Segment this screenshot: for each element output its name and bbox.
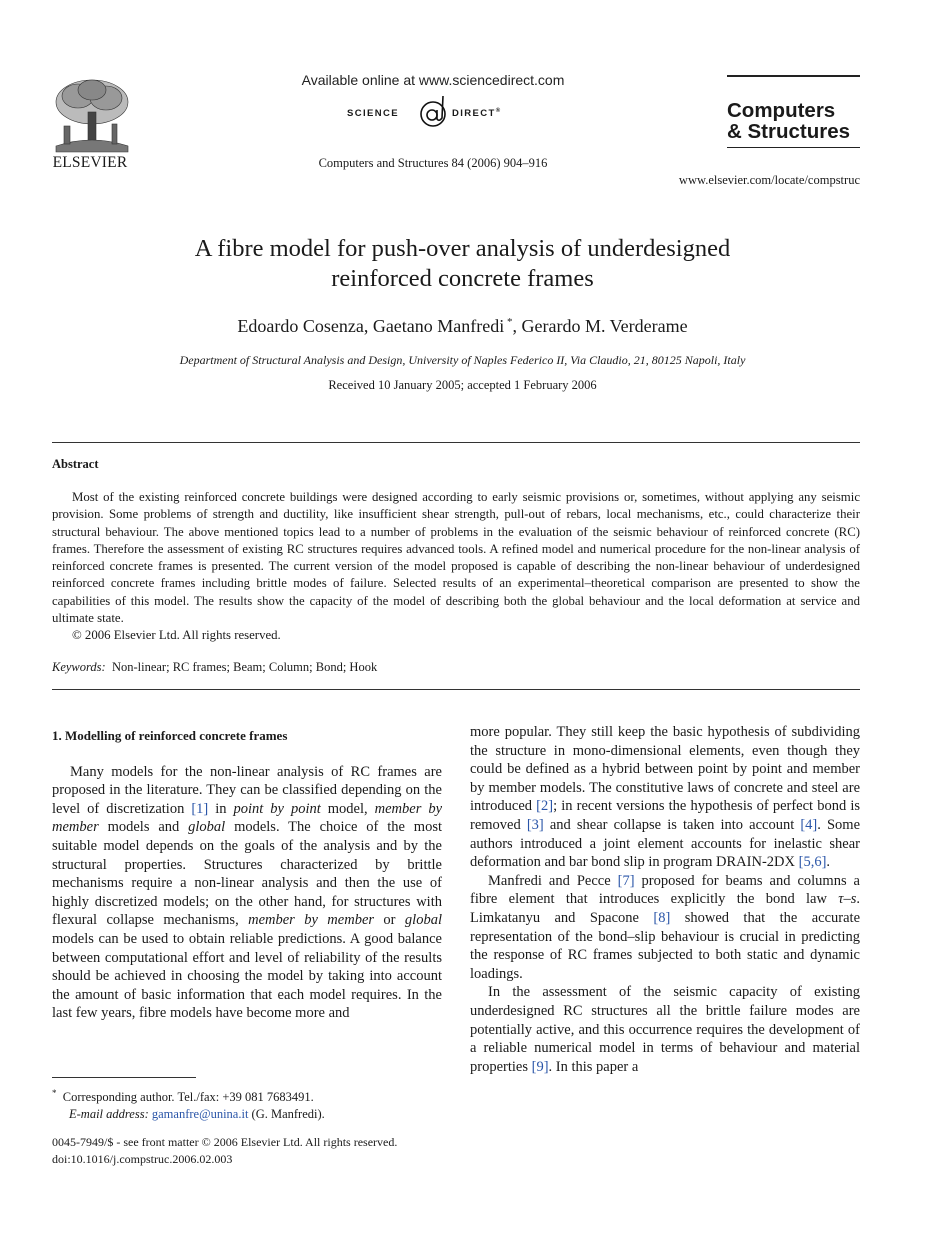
section-heading: 1. Modelling of reinforced concrete frames — [52, 728, 288, 743]
abstract-text: Most of the existing reinforced concrete buildings were designed according to early seismic provisions or, sometimes, without applying any seismic provision. Some problems of strength and ductility, like insufficient shear strength, pull-out of rebars, local mechanisms, etc., could characterize their structural behaviour. The above mentioned topics lead to a number of problems in the evaluation of the seismic behaviour of reinforced concrete (RC) frames. Therefore the assessment of existing RC structures requires advanced tools. A refined model and numerical procedure for the non-linear analysis of reinforced concrete frames is presented. The current version of the model proposed is capable of describing the non-linear behaviour of underdesigned reinforced concrete frames including brittle modes of failure. Selected results of an experimental–theoretical comparison are presented to show the capabilities of this model. The results show the capacity of the model of describing both the global behaviour and the local deformation at service and ultimate state. — [52, 490, 860, 626]
citation-link[interactable]: [9] — [531, 1058, 549, 1075]
author-list: Edoardo Cosenza, Gaetano Manfredi *, Gerardo M. Verderame — [237, 316, 688, 336]
divider-top — [52, 442, 860, 443]
journal-url[interactable]: www.elsevier.com/locate/compstruc — [678, 173, 860, 187]
abstract-heading: Abstract — [52, 457, 99, 471]
author-email-link[interactable]: gamanfre@unina.it — [151, 1106, 249, 1121]
abstract-copyright: © 2006 Elsevier Ltd. All rights reserved. — [72, 628, 281, 643]
paragraph: Manfredi and Pecce [7] proposed for beams and columns a fibre element that introduces explicitly the bond law τ–s. Limkatanyu and Spacone [8] showed that the accurate representation of the bond–slip behaviour is crucial in predicting the response of RC frames subjected to both static and dynamic loadings. — [470, 872, 861, 982]
footnote-rule — [52, 1077, 196, 1078]
citation-link[interactable]: [1] — [191, 800, 209, 817]
citation-link[interactable]: [2] — [536, 798, 554, 815]
keywords: Keywords: Non-linear; RC frames; Beam; Column; Bond; Hook — [52, 660, 378, 674]
body-column-right — [470, 723, 860, 1076]
received-dates: Received 10 January 2005; accepted 1 February 2006 — [328, 378, 597, 392]
publisher-name: ELSEVIER — [52, 154, 128, 171]
citation-link[interactable]: [8] — [653, 909, 671, 926]
divider-bottom — [52, 689, 860, 690]
at-symbol-icon — [418, 94, 448, 132]
paragraph: more popular. They still keep the basic hypothesis of subdividing the structure in mono-dimensional elements, even though they could be defined as a hybrid between point by point and member by member models. The constitutive laws of concrete and steel are introduced [2]; in recent versions the hypothesis of perfect bond is removed [3] and shear collapse is taken into account [4]. Some authors introduced a joint element accounts for inelastic shear deformation and bar bond slip in program DRAIN-2DX [5,6]. — [470, 724, 861, 871]
sciencedirect-logo — [300, 92, 566, 132]
journal-reference: Computers and Structures 84 (2006) 904–916 — [318, 156, 548, 170]
sd-word-direct: DIRECT® — [452, 108, 502, 119]
citation-link[interactable]: [5,6] — [798, 854, 827, 871]
sd-word-science: SCIENCE — [347, 108, 400, 119]
citation-link[interactable]: [3] — [526, 816, 544, 833]
citation-link[interactable]: [4] — [800, 816, 818, 833]
paragraph: Many models for the non-linear analysis of RC frames are proposed in the literature. They can be classified depending on the level of discretization [1] in point by point model, member by member models and global models. The choice of the most suitable model depends on the goals of the analysis and by the structural properties. Structures characterized by brittle mechanisms require a non-linear analysis and then the use of highly discretized models; on the other hand, for structures with flexural collapse mechanisms, member by member or global models can be used to obtain reliable predictions. A good balance between computational effort and level of reliability of the results should be achieved in choosing the model by taking into account the amount of basic information that each model requires. In the last few years, fibre models have become more and — [52, 763, 443, 1022]
body-column-left — [52, 727, 442, 1023]
journal-brand: Computers & Structures — [727, 99, 851, 143]
footnote: * Corresponding author. Tel./fax: +39 081 7683491. E-mail address: gamanfre@unina.it (G. Manfredi). — [52, 1088, 325, 1121]
article-title: A fibre model for push-over analysis of underdesigned reinforced concrete frames — [194, 235, 731, 292]
affiliation: Department of Structural Analysis and Design, University of Naples Federico II, Via Claudio, 21, 80125 Napoli, Italy — [179, 353, 746, 367]
citation-link[interactable]: [7] — [617, 872, 635, 889]
elsevier-tree-logo — [50, 76, 134, 154]
abstract-body — [52, 489, 860, 645]
front-matter: 0045-7949/$ - see front matter © 2006 Elsevier Ltd. All rights reserved. doi:10.1016/j.compstruc.2006.02.003 — [52, 1135, 398, 1166]
brand-rule-bottom — [727, 147, 860, 148]
available-online-text: Available online at www.sciencedirect.com — [301, 72, 565, 88]
paragraph: In the assessment of the seismic capacity of existing underdesigned RC structures all the brittle failure modes are potentially active, and this occurrence requires the development of a reliable numerical model in terms of behaviour and material properties [9]. In this paper a — [470, 984, 860, 1075]
brand-rule-top — [727, 75, 860, 77]
